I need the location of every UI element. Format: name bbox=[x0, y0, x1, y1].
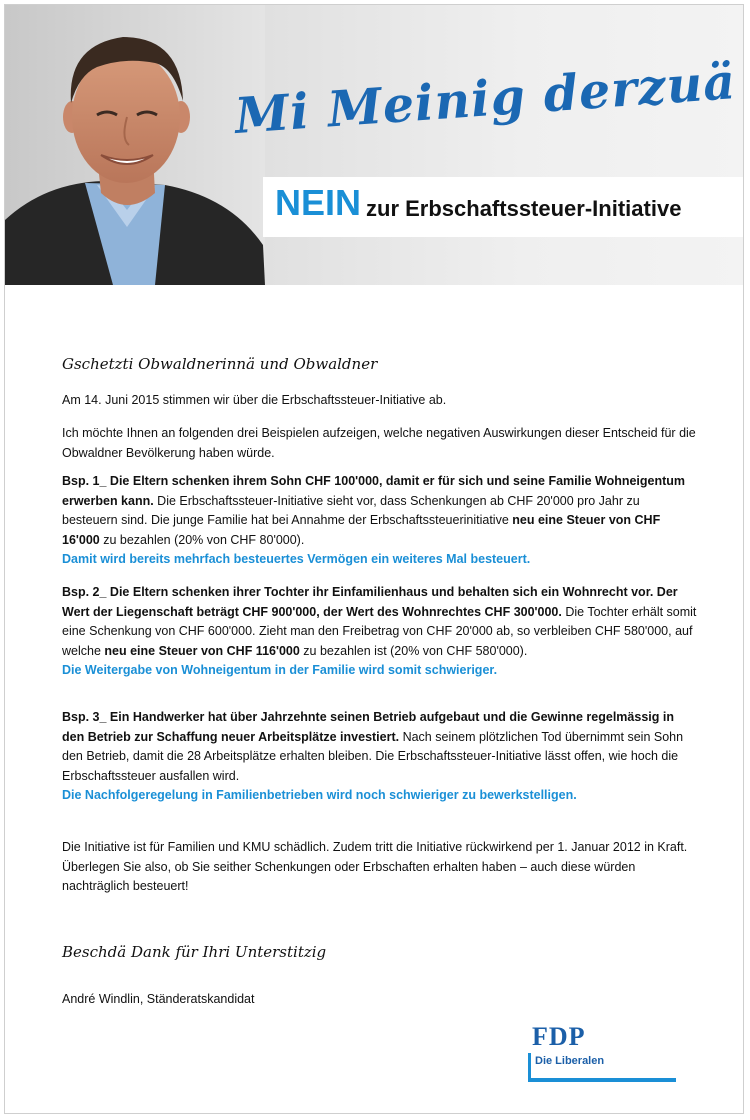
example-1-body: Die Erbschaftssteuer-Initiative sieht vor, dass Schenkungen ab CHF 20'000 pro Jahr zu besteuern sind. Die junge Familie hat bei Annahme der Erbschaftssteuerinitiative bbox=[62, 493, 640, 528]
closing-paragraph: Die Initiative ist für Familien und KMU schädlich. Zudem tritt die Initiative rückwirkend per 1. Januar 2012 in Kraft. Überlegen Sie also, ob Sie seither Schenkungen oder Erbschaften erhalten haben – auch diese würden nachträglich besteuert! bbox=[62, 840, 688, 894]
example-3 bbox=[62, 708, 697, 806]
signature-line: André Windlin, Ständeratskandidat bbox=[62, 992, 255, 1006]
example-1-tax: neu eine Steuer von CHF 16'000 bbox=[62, 513, 661, 547]
logo-underline bbox=[528, 1078, 676, 1082]
header-banner bbox=[5, 5, 743, 285]
example-3-conclusion: Die Nachfolgeregelung in Familienbetrieben wird noch schwieriger zu bewerkstelligen. bbox=[62, 788, 577, 803]
example-2-body-end: zu bezahlen ist (20% von CHF 580'000). bbox=[299, 643, 528, 658]
candidate-portrait bbox=[5, 5, 265, 285]
headline-nein: NEIN bbox=[275, 182, 362, 223]
logo-tagline: Die Liberalen bbox=[535, 1055, 605, 1067]
intro-paragraph-2: Ich möchte Ihnen an folgenden drei Beispielen aufzeigen, welche negativen Auswirkungen dieser Entscheid für die Obwaldner Bevölkerung haben würde. bbox=[62, 426, 696, 460]
example-2-body: Die Tochter erhält somit eine Schenkung von CHF 600'000. Zieht man den Freibetrag von CHF 20'000 ab, so verbleiben CHF 580'000, auf welche bbox=[62, 604, 697, 658]
fdp-logo bbox=[528, 1022, 678, 1086]
example-1 bbox=[62, 472, 697, 570]
logo-accent-line bbox=[528, 1053, 531, 1079]
example-1-body-end: zu bezahlen (20% von CHF 80'000). bbox=[99, 532, 305, 547]
letter-thanks: Beschdä Dank für Ihri Unterstitzig bbox=[62, 943, 327, 961]
example-2-tax: neu eine Steuer von CHF 116'000 bbox=[104, 643, 300, 658]
example-1-lead: Bsp. 1_ Die Eltern schenken ihrem Sohn CHF 100'000, damit er für sich und seine Familie Wohneigentum erwerben kann. bbox=[62, 474, 686, 508]
campaign-slogan: Mi Meinig derzuä bbox=[232, 52, 738, 145]
headline-subject: zur Erbschaftssteuer-Initiative bbox=[366, 196, 682, 221]
example-3-lead: Bsp. 3_ Ein Handwerker hat über Jahrzehnte seinen Betrieb aufgebaut und die Gewinne regelmässig in den Betrieb zur Schaffung neuer Arbeitsplätze investiert. bbox=[62, 710, 674, 744]
example-3-body: Nach seinem plötzlichen Tod übernimmt sein Sohn den Betrieb, damit die 28 Arbeitsplätze erhalten bleiben. Die Erbschaftssteuer-Initiative lässt offen, wie hoch die Erbschaftssteuer ausfallen wird. bbox=[62, 729, 684, 783]
example-2 bbox=[62, 583, 697, 681]
example-2-lead: Bsp. 2_ Die Eltern schenken ihrer Tochter ihr Einfamilienhaus und behalten sich ein Wohnrecht vor. Der Wert der Liegenschaft beträgt CHF 900'000, der Wert des Wohnrechtes CHF 300'000. bbox=[62, 585, 678, 619]
example-1-conclusion: Damit wird bereits mehrfach besteuertes Vermögen ein weiteres Mal besteuert. bbox=[62, 552, 531, 567]
letter-greeting: Gschetzti Obwaldnerinnä und Obwaldner bbox=[62, 355, 378, 373]
intro-paragraph: Am 14. Juni 2015 stimmen wir über die Erbschaftssteuer-Initiative ab. bbox=[62, 393, 447, 407]
example-2-conclusion: Die Weitergabe von Wohneigentum in der Familie wird somit schwieriger. bbox=[62, 663, 498, 678]
logo-wordmark: FDP bbox=[532, 1022, 586, 1051]
